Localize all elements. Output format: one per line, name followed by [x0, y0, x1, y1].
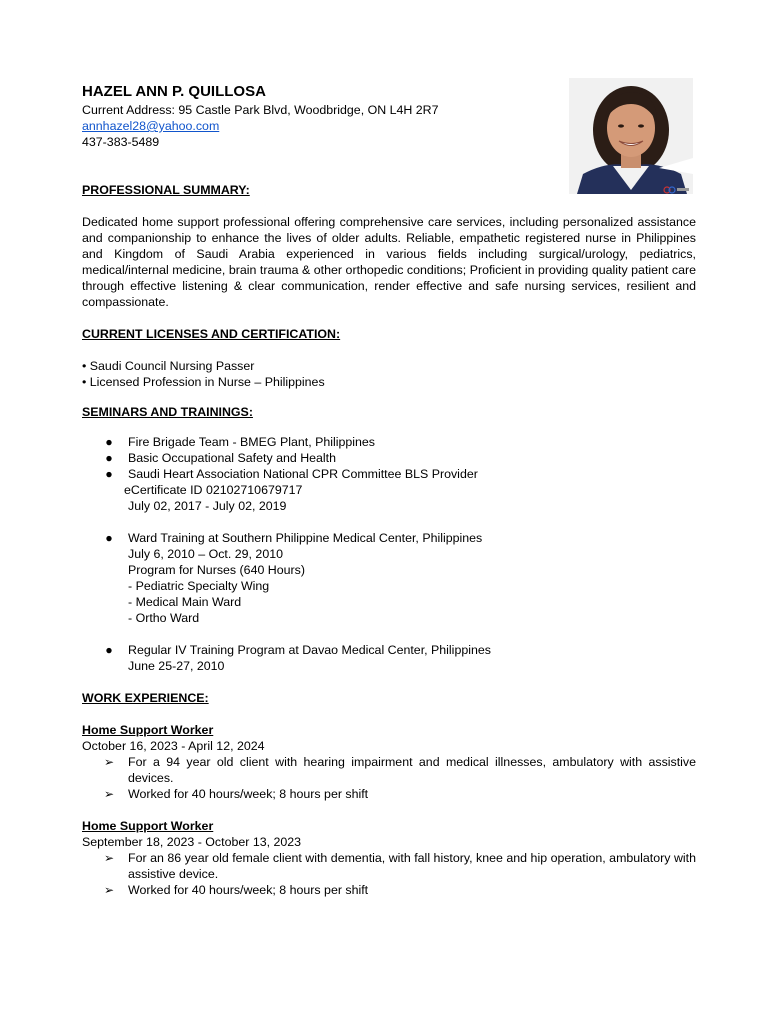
phone-number: 437-383-5489 [82, 135, 160, 149]
seminar-title: Basic Occupational Safety and Health [128, 451, 337, 465]
duty-text: Worked for 40 hours/week; 8 hours per shift [128, 787, 369, 801]
job-duties [82, 850, 696, 898]
license-item: • Licensed Profession in Nurse – Philippines [82, 375, 325, 389]
list-item [82, 754, 696, 786]
job-dates: September 18, 2023 - October 13, 2023 [82, 835, 302, 849]
bullet-icon: ● [105, 467, 113, 481]
job-title: Home Support Worker [82, 723, 214, 737]
iv-dates: June 25-27, 2010 [128, 659, 225, 673]
summary-heading: PROFESSIONAL SUMMARY: [82, 183, 250, 197]
work-heading: WORK EXPERIENCE: [82, 691, 209, 705]
current-address: Current Address: 95 Castle Park Blvd, Woodbridge, ON L4H 2R7 [82, 103, 439, 117]
bullet-icon: ● [105, 531, 113, 545]
duty-text: For a 94 year old client with hearing impairment and medical illnesses, ambulatory with assistive devices. [128, 755, 696, 785]
seminar-title: Fire Brigade Team - BMEG Plant, Philippines [128, 435, 376, 449]
bullet-icon: ● [105, 451, 113, 465]
ward-unit: - Medical Main Ward [128, 595, 242, 609]
iv-training [82, 642, 696, 658]
seminar-title: Ward Training at Southern Philippine Medical Center, Philippines [128, 531, 483, 545]
ward-program: Program for Nurses (640 Hours) [128, 563, 305, 577]
seminar-list [82, 434, 696, 482]
list-item [82, 466, 696, 482]
list-item [82, 642, 696, 658]
list-item [82, 850, 696, 882]
licenses-heading: CURRENT LICENSES AND CERTIFICATION: [82, 327, 341, 341]
arrow-bullet-icon: ➢ [104, 755, 115, 769]
duty-text: Worked for 40 hours/week; 8 hours per shift [128, 883, 369, 897]
seminar-title: Saudi Heart Association National CPR Committee BLS Provider [128, 467, 478, 481]
arrow-bullet-icon: ➢ [104, 883, 115, 897]
list-item [82, 882, 696, 898]
list-item [82, 450, 696, 466]
ward-dates: July 6, 2010 – Oct. 29, 2010 [128, 547, 283, 561]
ward-training [82, 530, 696, 546]
summary-text: Dedicated home support professional offering comprehensive care services, including personalized assistance and companionship to enhance the lives of older adults. Reliable, empathetic registered nurse in Philippines and Kingdom of Saudi Arabia experienced in various fields including surgical/urology, pediatrics, medical/internal medicine, brain trauma & other orthopedic conditions; Proficient in providing quality patient care through effective listening & clear communication, render effective and safe nursing services, resilient and compassionate. [82, 215, 696, 309]
job-title: Home Support Worker [82, 819, 214, 833]
license-item: • Saudi Council Nursing Passer [82, 359, 255, 373]
list-item [82, 530, 696, 546]
job-duties [82, 754, 696, 802]
seminar-title: Regular IV Training Program at Davao Medical Center, Philippines [128, 643, 491, 657]
bullet-icon: ● [105, 643, 113, 657]
ecertificate-id: eCertificate ID 02102710679717 [124, 483, 303, 497]
duty-text: For an 86 year old female client with dementia, with fall history, knee and hip operation, ambulatory with assistive device. [128, 851, 696, 881]
ward-unit: - Pediatric Specialty Wing [128, 579, 270, 593]
resume-page [82, 82, 696, 898]
bullet-icon: ● [105, 435, 113, 449]
seminars-heading: SEMINARS AND TRAININGS: [82, 405, 253, 419]
list-item [82, 434, 696, 450]
list-item [82, 786, 696, 802]
job-dates: October 16, 2023 - April 12, 2024 [82, 739, 265, 753]
arrow-bullet-icon: ➢ [104, 787, 115, 801]
applicant-name: HAZEL ANN P. QUILLOSA [82, 83, 266, 100]
cpr-dates: July 02, 2017 - July 02, 2019 [128, 499, 287, 513]
ward-unit: - Ortho Ward [128, 611, 200, 625]
email-link[interactable]: annhazel28@yahoo.com [82, 119, 220, 133]
arrow-bullet-icon: ➢ [104, 851, 115, 865]
